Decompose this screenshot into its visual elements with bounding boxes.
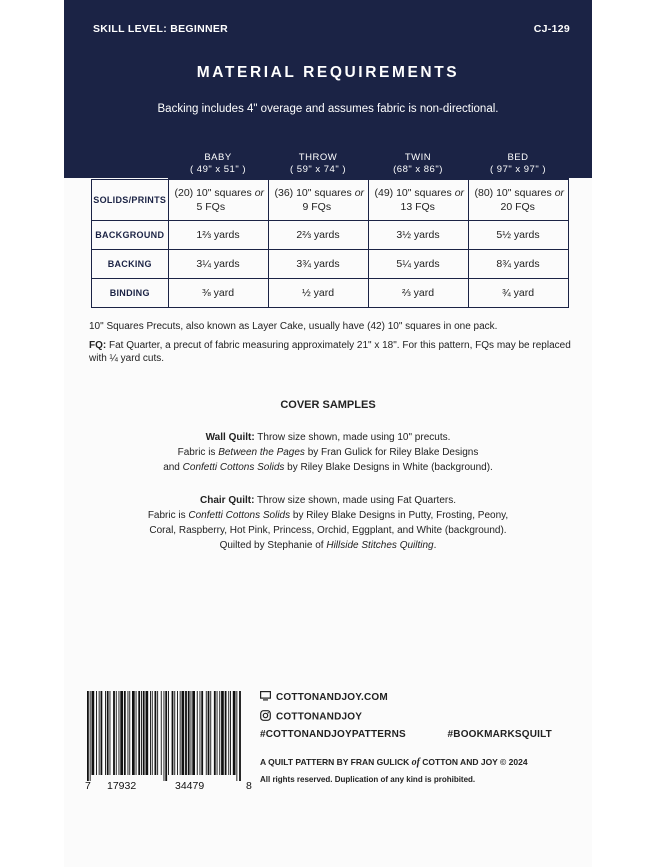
table-cell: 3¾ yards (268, 250, 368, 279)
barcode-bar (197, 691, 198, 775)
barcode-bar (161, 691, 162, 775)
fat-quarter-note (89, 339, 574, 365)
instagram-handle[interactable]: COTTONANDJOY (276, 711, 363, 723)
table-row (92, 279, 569, 308)
barcode-bar (143, 691, 145, 775)
barcode-bar (210, 691, 211, 775)
wall-quilt-description (64, 430, 592, 475)
barcode-bar (177, 691, 178, 775)
text: Fabric is (147, 510, 189, 521)
barcode-bar (113, 691, 115, 775)
barcode-bar (92, 691, 95, 775)
skill-level: SKILL LEVEL: BEGINNER (93, 23, 229, 35)
page-subtitle: Backing includes 4" overage and assumes fabric is non-directional. (157, 103, 499, 115)
column-size: ( 59" x 74" ) (289, 164, 346, 175)
barcode-bar (236, 691, 237, 781)
table-cell (268, 180, 368, 221)
text: by Fran Gulick for Riley Blake Designs (304, 447, 479, 458)
barcode-bar (107, 691, 109, 775)
table-cell: 5½ yards (468, 221, 568, 250)
table-header-row (92, 149, 569, 180)
table-cell (168, 180, 268, 221)
text: Coral, Raspberry, Hot Pink, Princess, Orchid, Eggplant, and White (background). (149, 525, 507, 536)
barcode-bar (192, 691, 195, 775)
barcode-bar (146, 691, 149, 775)
table-cell: ⅜ yard (168, 279, 268, 308)
fq-text: Fat Quarter, a precut of fabric measuring approximately 21" x 18". For this pattern, FQs may be replaced with ¼ yard cuts. (89, 340, 571, 364)
barcode-bar (90, 691, 91, 781)
barcode-bar (165, 691, 167, 781)
barcode-bar (217, 691, 218, 775)
column-name: BABY (204, 152, 232, 163)
barcode-digit: 8 (246, 780, 252, 792)
barcode-bar (132, 691, 135, 775)
hashtag-primary: #COTTONANDJOYPATTERNS (260, 729, 406, 740)
table-cell: ⅔ yard (368, 279, 468, 308)
cell-text: 13 FQs (400, 201, 435, 213)
barcode-bar (110, 691, 111, 775)
barcode-bar (129, 691, 130, 775)
cell-text: 9 FQs (302, 201, 332, 213)
layer-cake-note: 10" Squares Precuts, also known as Layer Cake, usually have (42) 10" squares in one pack. (89, 321, 498, 332)
barcode-bar (221, 691, 224, 775)
barcode-bar (219, 691, 220, 775)
table-cell: ½ yard (268, 279, 368, 308)
table-cell: 8¾ yards (468, 250, 568, 279)
barcode-digit: 34479 (175, 780, 205, 792)
cell-text: 5 FQs (196, 201, 226, 213)
barcode-bar (201, 691, 203, 775)
pattern-code: CJ-129 (533, 23, 570, 35)
cell-text: (36) 10" squares (274, 187, 355, 199)
column-name: TWIN (404, 152, 432, 163)
fabric-name: Confetti Cottons Solids (182, 462, 285, 473)
pattern-back-page (64, 0, 592, 867)
table-cell (368, 180, 468, 221)
cell-or: or (354, 187, 365, 199)
monitor-icon (260, 691, 271, 704)
barcode-bar (157, 691, 158, 775)
rights-notice: All rights reserved. Duplication of any kind is prohibited. (260, 775, 476, 784)
text: Fabric is (177, 447, 219, 458)
cell-text: 20 FQs (500, 201, 535, 213)
barcode-bar (174, 691, 175, 775)
instagram-icon (260, 710, 271, 724)
barcode-digit: 7 (85, 780, 91, 792)
cell-text: (20) 10" squares (174, 187, 255, 199)
barcode-bar (119, 691, 120, 775)
column-header-bed (468, 149, 568, 180)
quilter-name: Hillside Stitches Quilting (326, 540, 434, 551)
column-name: THROW (298, 152, 338, 163)
barcode-digit: 17932 (107, 780, 137, 792)
cell-or: or (554, 187, 565, 199)
website-row (260, 691, 388, 704)
page-title: MATERIAL REQUIREMENTS (196, 64, 460, 81)
text: COTTON AND JOY © 2024 (419, 757, 528, 767)
row-label: BINDING (92, 279, 169, 308)
row-label: BACKGROUND (92, 221, 169, 250)
table-cell (468, 180, 568, 221)
text: of (411, 757, 420, 768)
table-cell: 3¼ yards (168, 250, 268, 279)
website-link[interactable]: COTTONANDJOY.COM (276, 692, 388, 704)
barcode-bar (239, 691, 241, 781)
barcode (85, 691, 243, 781)
row-label: SOLIDS/PRINTS (92, 180, 169, 221)
table-row (92, 180, 569, 221)
text: A QUILT PATTERN BY FRAN GULICK (260, 757, 412, 767)
table-cell: 2⅔ yards (268, 221, 368, 250)
wall-quilt-label: Wall Quilt: (205, 432, 255, 443)
chair-quilt-description (64, 493, 592, 553)
barcode-bar (230, 691, 231, 775)
pattern-credit (260, 757, 528, 768)
table-cell: 1⅔ yards (168, 221, 268, 250)
table-row (92, 250, 569, 279)
chair-quilt-label: Chair Quilt: (199, 495, 255, 506)
column-header-throw (268, 149, 368, 180)
barcode-bar (168, 691, 169, 775)
row-label: BACKING (92, 250, 169, 279)
barcode-bar (191, 691, 192, 775)
text: and (163, 462, 183, 473)
table-cell: ¾ yard (468, 279, 568, 308)
barcode-bar (188, 691, 190, 775)
barcode-bar (120, 691, 123, 775)
barcode-bar (124, 691, 126, 775)
column-name: BED (507, 152, 529, 163)
barcode-bar (233, 691, 236, 775)
table-cell: 3½ yards (368, 221, 468, 250)
column-size: (68" x 86") (393, 164, 443, 175)
barcode-bar (206, 691, 207, 775)
column-header-baby (168, 149, 268, 180)
fabric-name: Between the Pages (218, 447, 305, 458)
fabric-name: Confetti Cottons Solids (188, 510, 291, 521)
cell-or: or (254, 187, 265, 199)
hashtag-secondary: #BOOKMARKSQUILT (447, 729, 552, 740)
text: Throw size shown, made using Fat Quarters. (254, 495, 457, 506)
barcode-bar (138, 691, 140, 775)
barcode-bar (136, 691, 137, 775)
cell-text: (80) 10" squares (474, 187, 555, 199)
barcode-bar (228, 691, 229, 775)
instagram-row (260, 710, 362, 724)
barcode-bar (150, 691, 151, 775)
text: by Riley Blake Designs in White (background). (284, 462, 493, 473)
fq-label: FQ: (89, 340, 107, 351)
text: Quilted by Stephanie of (219, 540, 327, 551)
barcode-bar (99, 691, 100, 775)
material-requirements-table (91, 148, 569, 308)
barcode-bar (101, 691, 103, 775)
column-size: ( 49" x 51" ) (189, 164, 246, 175)
column-header-twin (368, 149, 468, 180)
barcode-bar (180, 691, 181, 775)
barcode-bar (155, 691, 157, 775)
barcode-bar (185, 691, 187, 775)
column-size: ( 97" x 97" ) (489, 164, 546, 175)
barcode-bar (152, 691, 153, 775)
cover-samples-title: COVER SAMPLES (280, 399, 376, 411)
barcode-bar (96, 691, 97, 775)
barcode-bar (200, 691, 201, 775)
barcode-bar (214, 691, 216, 775)
barcode-bar (172, 691, 174, 775)
barcode-bar (116, 691, 117, 775)
barcode-bar (208, 691, 210, 775)
barcode-bar (225, 691, 227, 775)
text: . (433, 540, 437, 551)
barcode-bar (141, 691, 142, 775)
cell-or: or (454, 187, 465, 199)
table-cell: 5¼ yards (368, 250, 468, 279)
text: by Riley Blake Designs in Putty, Frosting, Peony, (290, 510, 509, 521)
table-corner (92, 149, 169, 180)
barcode-bar (87, 691, 89, 781)
barcode-bar (182, 691, 185, 775)
barcode-bar (164, 691, 165, 781)
cell-text: (49) 10" squares (374, 187, 455, 199)
barcode-bar (128, 691, 129, 775)
table-row (92, 221, 569, 250)
text: Throw size shown, made using 10" precuts. (254, 432, 451, 443)
barcode-bar (105, 691, 106, 775)
